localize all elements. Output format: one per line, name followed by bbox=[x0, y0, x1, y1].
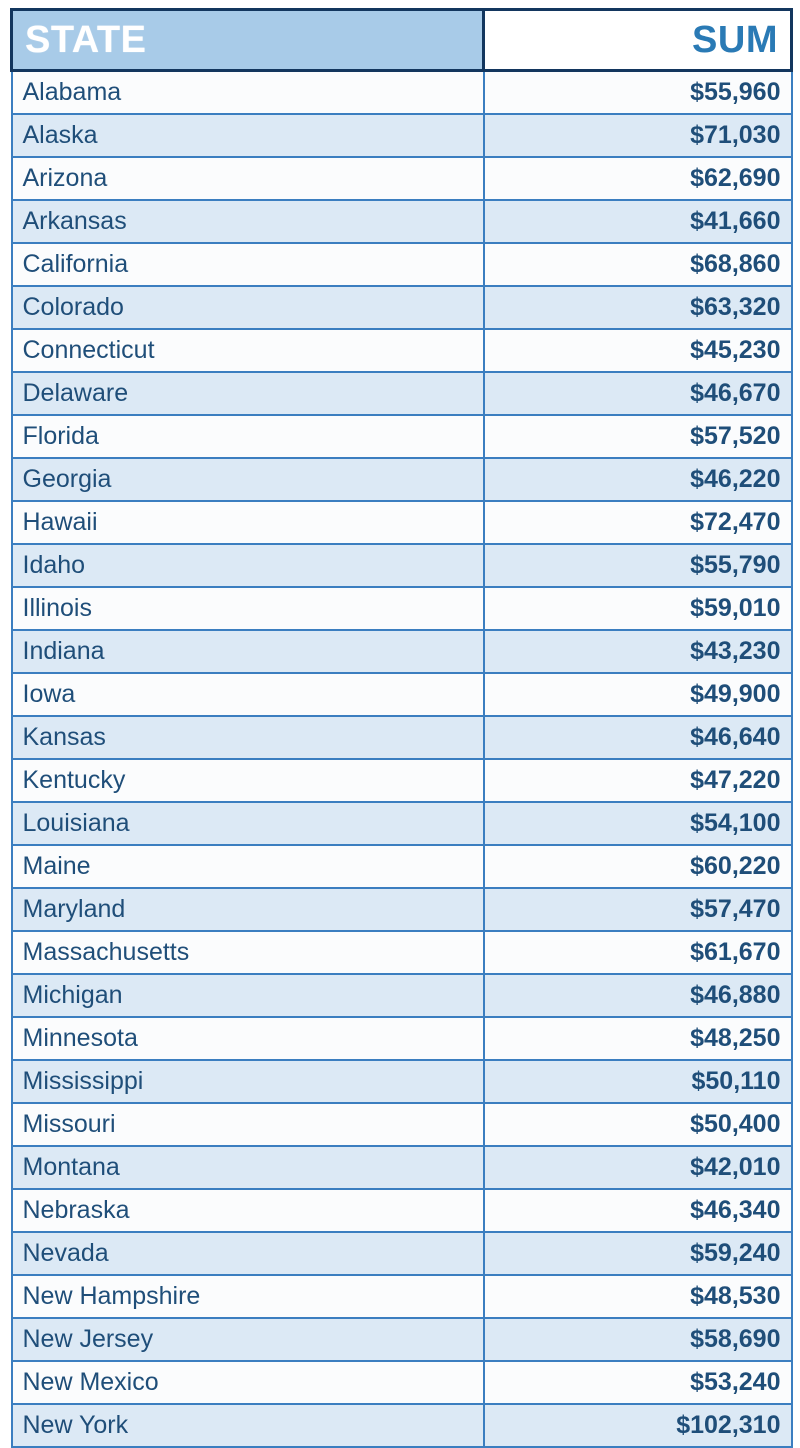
cell-sum: $54,100 bbox=[484, 802, 792, 845]
cell-state: Kentucky bbox=[12, 759, 484, 802]
table-row[interactable] bbox=[12, 802, 792, 845]
cell-state: Illinois bbox=[12, 587, 484, 630]
table-row[interactable] bbox=[12, 1189, 792, 1232]
cell-sum: $72,470 bbox=[484, 501, 792, 544]
cell-sum: $102,310 bbox=[484, 1404, 792, 1447]
table-row[interactable] bbox=[12, 630, 792, 673]
cell-sum: $68,860 bbox=[484, 243, 792, 286]
column-header-state[interactable]: STATE bbox=[12, 10, 484, 71]
cell-sum: $57,470 bbox=[484, 888, 792, 931]
cell-sum: $43,230 bbox=[484, 630, 792, 673]
cell-state: Iowa bbox=[12, 673, 484, 716]
cell-state: Colorado bbox=[12, 286, 484, 329]
cell-state: Alabama bbox=[12, 71, 484, 115]
cell-state: Georgia bbox=[12, 458, 484, 501]
cell-state: New Jersey bbox=[12, 1318, 484, 1361]
cell-sum: $61,670 bbox=[484, 931, 792, 974]
cell-state: Idaho bbox=[12, 544, 484, 587]
cell-sum: $71,030 bbox=[484, 114, 792, 157]
cell-state: Connecticut bbox=[12, 329, 484, 372]
table-row[interactable] bbox=[12, 415, 792, 458]
cell-state: Maryland bbox=[12, 888, 484, 931]
table-row[interactable] bbox=[12, 974, 792, 1017]
cell-sum: $59,010 bbox=[484, 587, 792, 630]
cell-state: Missouri bbox=[12, 1103, 484, 1146]
cell-sum: $46,880 bbox=[484, 974, 792, 1017]
cell-sum: $47,220 bbox=[484, 759, 792, 802]
table-row[interactable] bbox=[12, 759, 792, 802]
cell-sum: $46,640 bbox=[484, 716, 792, 759]
cell-state: Alaska bbox=[12, 114, 484, 157]
cell-state: New Mexico bbox=[12, 1361, 484, 1404]
cell-sum: $55,960 bbox=[484, 71, 792, 115]
cell-state: Maine bbox=[12, 845, 484, 888]
table-row[interactable] bbox=[12, 501, 792, 544]
table-row[interactable] bbox=[12, 458, 792, 501]
cell-state: California bbox=[12, 243, 484, 286]
cell-state: Nevada bbox=[12, 1232, 484, 1275]
cell-sum: $46,340 bbox=[484, 1189, 792, 1232]
table-row[interactable] bbox=[12, 1103, 792, 1146]
state-sum-table bbox=[10, 8, 793, 1448]
cell-sum: $41,660 bbox=[484, 200, 792, 243]
cell-state: Mississippi bbox=[12, 1060, 484, 1103]
cell-sum: $59,240 bbox=[484, 1232, 792, 1275]
cell-sum: $48,250 bbox=[484, 1017, 792, 1060]
table-row[interactable] bbox=[12, 71, 792, 115]
table-row[interactable] bbox=[12, 243, 792, 286]
cell-sum: $53,240 bbox=[484, 1361, 792, 1404]
table-header bbox=[12, 10, 792, 71]
table-row[interactable] bbox=[12, 716, 792, 759]
table-row[interactable] bbox=[12, 1318, 792, 1361]
table-row[interactable] bbox=[12, 1232, 792, 1275]
table-row[interactable] bbox=[12, 544, 792, 587]
cell-state: Delaware bbox=[12, 372, 484, 415]
cell-state: Florida bbox=[12, 415, 484, 458]
table-row[interactable] bbox=[12, 1060, 792, 1103]
cell-sum: $50,400 bbox=[484, 1103, 792, 1146]
cell-state: Michigan bbox=[12, 974, 484, 1017]
cell-state: Arizona bbox=[12, 157, 484, 200]
cell-state: Hawaii bbox=[12, 501, 484, 544]
table-row[interactable] bbox=[12, 1404, 792, 1447]
cell-state: Louisiana bbox=[12, 802, 484, 845]
cell-sum: $63,320 bbox=[484, 286, 792, 329]
cell-sum: $55,790 bbox=[484, 544, 792, 587]
cell-sum: $57,520 bbox=[484, 415, 792, 458]
cell-state: Minnesota bbox=[12, 1017, 484, 1060]
cell-sum: $45,230 bbox=[484, 329, 792, 372]
cell-state: Indiana bbox=[12, 630, 484, 673]
table-row[interactable] bbox=[12, 114, 792, 157]
cell-sum: $42,010 bbox=[484, 1146, 792, 1189]
cell-sum: $46,220 bbox=[484, 458, 792, 501]
table-row[interactable] bbox=[12, 1146, 792, 1189]
table-row[interactable] bbox=[12, 1017, 792, 1060]
cell-sum: $50,110 bbox=[484, 1060, 792, 1103]
column-header-sum[interactable]: SUM bbox=[484, 10, 792, 71]
cell-sum: $49,900 bbox=[484, 673, 792, 716]
table-row[interactable] bbox=[12, 1361, 792, 1404]
table-row[interactable] bbox=[12, 157, 792, 200]
header-row bbox=[12, 10, 792, 71]
table-row[interactable] bbox=[12, 329, 792, 372]
cell-sum: $60,220 bbox=[484, 845, 792, 888]
cell-sum: $58,690 bbox=[484, 1318, 792, 1361]
cell-sum: $48,530 bbox=[484, 1275, 792, 1318]
table-row[interactable] bbox=[12, 673, 792, 716]
table-row[interactable] bbox=[12, 845, 792, 888]
cell-sum: $46,670 bbox=[484, 372, 792, 415]
cell-state: New Hampshire bbox=[12, 1275, 484, 1318]
cell-state: Massachusetts bbox=[12, 931, 484, 974]
table-row[interactable] bbox=[12, 931, 792, 974]
table-row[interactable] bbox=[12, 1275, 792, 1318]
table-row[interactable] bbox=[12, 372, 792, 415]
cell-state: Montana bbox=[12, 1146, 484, 1189]
cell-sum: $62,690 bbox=[484, 157, 792, 200]
cell-state: Nebraska bbox=[12, 1189, 484, 1232]
table-row[interactable] bbox=[12, 888, 792, 931]
cell-state: Kansas bbox=[12, 716, 484, 759]
table-row[interactable] bbox=[12, 200, 792, 243]
table-row[interactable] bbox=[12, 286, 792, 329]
table-body bbox=[12, 71, 792, 1448]
table-row[interactable] bbox=[12, 587, 792, 630]
cell-state: Arkansas bbox=[12, 200, 484, 243]
cell-state: New York bbox=[12, 1404, 484, 1447]
